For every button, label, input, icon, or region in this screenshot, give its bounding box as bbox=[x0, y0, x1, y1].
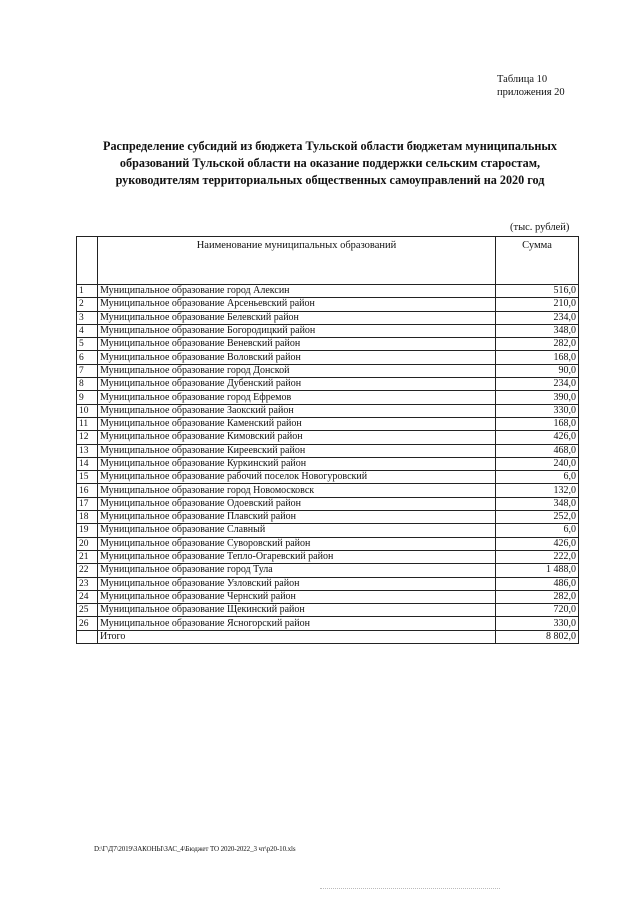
row-sum: 210,0 bbox=[496, 298, 579, 311]
table-row bbox=[77, 338, 579, 351]
row-number: 24 bbox=[77, 590, 98, 603]
row-sum: 240,0 bbox=[496, 457, 579, 470]
row-sum: 426,0 bbox=[496, 537, 579, 550]
row-name: Муниципальное образование Славный bbox=[98, 524, 496, 537]
file-path: D:\Г\Д7\2019\ЗАКОНЫ\ЗАС_4\Бюджет ТО 2020-2022_3 чт\р20-10.xls bbox=[94, 845, 296, 853]
row-sum: 282,0 bbox=[496, 338, 579, 351]
row-name: Муниципальное образование Дубенский район bbox=[98, 378, 496, 391]
row-sum: 426,0 bbox=[496, 431, 579, 444]
table-row bbox=[77, 391, 579, 404]
row-number: 6 bbox=[77, 351, 98, 364]
row-sum: 390,0 bbox=[496, 391, 579, 404]
row-name: Муниципальное образование Плавский район bbox=[98, 511, 496, 524]
row-name: Муниципальное образование рабочий поселок Новогуровский bbox=[98, 471, 496, 484]
row-name: Муниципальное образование Каменский район bbox=[98, 417, 496, 430]
row-number: 13 bbox=[77, 444, 98, 457]
document-title bbox=[70, 138, 590, 189]
row-name: Муниципальное образование Ясногорский район bbox=[98, 617, 496, 630]
row-name: Муниципальное образование Богородицкий район bbox=[98, 324, 496, 337]
row-number: 22 bbox=[77, 564, 98, 577]
row-number: 2 bbox=[77, 298, 98, 311]
row-number: 5 bbox=[77, 338, 98, 351]
total-sum: 8 802,0 bbox=[496, 630, 579, 643]
header-sum-cell: Сумма bbox=[496, 237, 579, 285]
row-number: 10 bbox=[77, 404, 98, 417]
row-number: 16 bbox=[77, 484, 98, 497]
header-num-cell bbox=[77, 237, 98, 285]
row-sum: 468,0 bbox=[496, 444, 579, 457]
table-row bbox=[77, 590, 579, 603]
row-name: Муниципальное образование город Новомосковск bbox=[98, 484, 496, 497]
row-sum: 252,0 bbox=[496, 511, 579, 524]
table-row bbox=[77, 471, 579, 484]
row-number: 17 bbox=[77, 497, 98, 510]
row-number: 11 bbox=[77, 417, 98, 430]
table-row bbox=[77, 497, 579, 510]
row-sum: 1 488,0 bbox=[496, 564, 579, 577]
row-name: Муниципальное образование Кимовский район bbox=[98, 431, 496, 444]
subsidy-table bbox=[76, 236, 579, 644]
row-name: Муниципальное образование Белевский район bbox=[98, 311, 496, 324]
row-sum: 282,0 bbox=[496, 590, 579, 603]
table-row bbox=[77, 417, 579, 430]
total-num-cell bbox=[77, 630, 98, 643]
row-sum: 234,0 bbox=[496, 311, 579, 324]
table-number: Таблица 10 bbox=[497, 74, 548, 85]
row-name: Муниципальное образование Заокский район bbox=[98, 404, 496, 417]
title-line-3: руководителям территориальных общественных самоуправлений на 2020 год bbox=[115, 173, 545, 187]
row-name: Муниципальное образование Щекинский район bbox=[98, 604, 496, 617]
table-row bbox=[77, 404, 579, 417]
row-sum: 168,0 bbox=[496, 351, 579, 364]
row-name: Муниципальное образование Суворовский район bbox=[98, 537, 496, 550]
row-name: Муниципальное образование Киреевский район bbox=[98, 444, 496, 457]
row-number: 14 bbox=[77, 457, 98, 470]
table-reference bbox=[497, 73, 565, 99]
units-label: (тыс. рублей) bbox=[510, 222, 570, 233]
row-sum: 234,0 bbox=[496, 378, 579, 391]
row-number: 7 bbox=[77, 364, 98, 377]
table-row bbox=[77, 537, 579, 550]
row-number: 1 bbox=[77, 285, 98, 298]
table-row bbox=[77, 617, 579, 630]
table-row bbox=[77, 311, 579, 324]
row-number: 19 bbox=[77, 524, 98, 537]
table-body bbox=[77, 285, 579, 631]
table-row bbox=[77, 364, 579, 377]
table-row bbox=[77, 511, 579, 524]
table-row bbox=[77, 524, 579, 537]
row-sum: 6,0 bbox=[496, 471, 579, 484]
table-row bbox=[77, 324, 579, 337]
row-name: Муниципальное образование город Алексин bbox=[98, 285, 496, 298]
row-sum: 90,0 bbox=[496, 364, 579, 377]
table-row bbox=[77, 564, 579, 577]
row-name: Муниципальное образование Воловский район bbox=[98, 351, 496, 364]
row-name: Муниципальное образование Чернский район bbox=[98, 590, 496, 603]
row-name: Муниципальное образование Арсеньевский район bbox=[98, 298, 496, 311]
row-sum: 486,0 bbox=[496, 577, 579, 590]
row-number: 26 bbox=[77, 617, 98, 630]
row-number: 20 bbox=[77, 537, 98, 550]
row-name: Муниципальное образование Веневский район bbox=[98, 338, 496, 351]
row-number: 15 bbox=[77, 471, 98, 484]
table-row bbox=[77, 378, 579, 391]
row-name: Муниципальное образование Одоевский район bbox=[98, 497, 496, 510]
row-sum: 330,0 bbox=[496, 404, 579, 417]
table-row bbox=[77, 577, 579, 590]
table-row bbox=[77, 484, 579, 497]
row-name: Муниципальное образование Тепло-Огаревский район bbox=[98, 550, 496, 563]
row-name: Муниципальное образование Узловский район bbox=[98, 577, 496, 590]
row-name: Муниципальное образование город Ефремов bbox=[98, 391, 496, 404]
row-number: 4 bbox=[77, 324, 98, 337]
total-row bbox=[77, 630, 579, 643]
row-sum: 720,0 bbox=[496, 604, 579, 617]
row-number: 8 bbox=[77, 378, 98, 391]
row-sum: 222,0 bbox=[496, 550, 579, 563]
row-number: 3 bbox=[77, 311, 98, 324]
row-sum: 330,0 bbox=[496, 617, 579, 630]
row-name: Муниципальное образование Куркинский район bbox=[98, 457, 496, 470]
title-line-2: образований Тульской области на оказание поддержки сельским старостам, bbox=[119, 156, 541, 170]
table-row bbox=[77, 444, 579, 457]
table-row bbox=[77, 457, 579, 470]
row-name: Муниципальное образование город Тула bbox=[98, 564, 496, 577]
table-row bbox=[77, 604, 579, 617]
row-number: 23 bbox=[77, 577, 98, 590]
appendix-number: приложения 20 bbox=[497, 87, 565, 98]
row-number: 25 bbox=[77, 604, 98, 617]
row-number: 18 bbox=[77, 511, 98, 524]
table-header-row bbox=[77, 237, 579, 285]
row-number: 12 bbox=[77, 431, 98, 444]
row-name: Муниципальное образование город Донской bbox=[98, 364, 496, 377]
row-number: 9 bbox=[77, 391, 98, 404]
row-sum: 516,0 bbox=[496, 285, 579, 298]
total-label: Итого bbox=[98, 630, 496, 643]
table-row bbox=[77, 550, 579, 563]
table-row bbox=[77, 351, 579, 364]
scan-artifact-line bbox=[320, 888, 500, 889]
table-row bbox=[77, 285, 579, 298]
row-sum: 132,0 bbox=[496, 484, 579, 497]
header-name-cell: Наименование муниципальных образований bbox=[98, 237, 496, 285]
row-sum: 348,0 bbox=[496, 324, 579, 337]
row-sum: 348,0 bbox=[496, 497, 579, 510]
title-line-1: Распределение субсидий из бюджета Тульской области бюджетам муниципальных bbox=[103, 139, 557, 153]
row-number: 21 bbox=[77, 550, 98, 563]
table-row bbox=[77, 431, 579, 444]
row-sum: 168,0 bbox=[496, 417, 579, 430]
row-sum: 6,0 bbox=[496, 524, 579, 537]
table-row bbox=[77, 298, 579, 311]
